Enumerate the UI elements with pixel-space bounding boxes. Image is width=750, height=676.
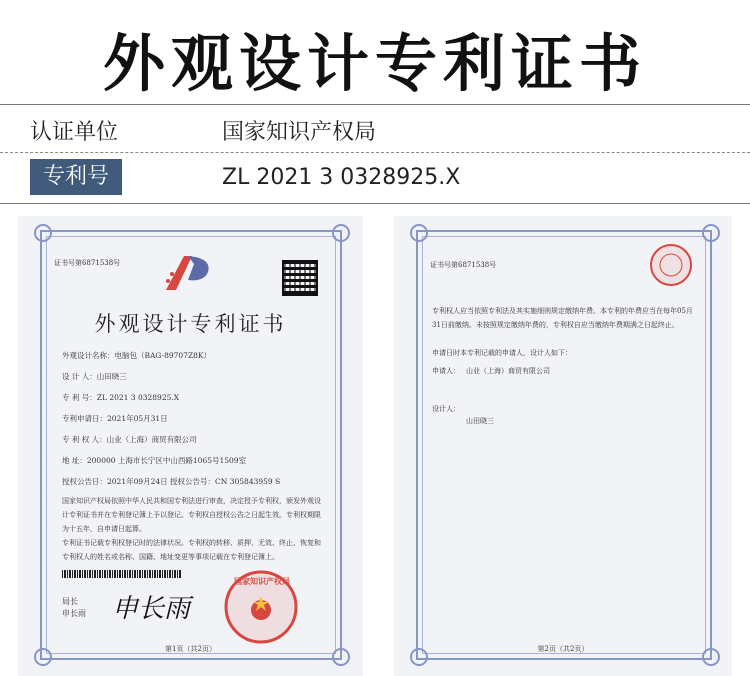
page1-cert-title: 外观设计专利证书: [94, 312, 287, 336]
page2-footer: 第2页（共2页）: [537, 645, 589, 653]
field-patentee: 专 利 权 人：山业（上海）商贸有限公司: [62, 435, 197, 444]
certificate-page-1: [18, 216, 363, 676]
patent-no-value: ZL 2021 3 0328925.X: [222, 165, 461, 190]
page1-paragraph-1: 国家知识产权局依照中华人民共和国专利法进行审查，决定授予专利权，颁发外观设计专利证书并在专利登记簿上予以登记。专利权自授权公告之日起生效。专利权期限为十五年，自申请日起算。: [62, 497, 321, 533]
divider-bottom: [0, 203, 750, 204]
divider-middle: [0, 152, 750, 153]
qr-code-icon: [282, 260, 318, 296]
field-address: 地 址：200000 上海市长宁区中山西路1065号1509室: [62, 456, 247, 465]
patent-office-logo-icon: [158, 250, 216, 294]
page2-change-title: 申请日时本专利记载的申请人，设计人如下：: [432, 349, 572, 357]
page2-applicant-label: 申请人：: [432, 367, 460, 375]
page2-cert-no: 证书号第6871538号: [430, 261, 497, 269]
page-title: 外观设计专利证书: [102, 27, 647, 100]
patent-no-label: 专利号: [30, 159, 122, 195]
field-grant-date: 授权公告日：2021年09月24日 授权公告号：CN 305843959 S: [62, 477, 281, 486]
page2-designer: 山田晓三: [466, 417, 494, 425]
corner-ornament-icon: [410, 224, 428, 242]
page1-paragraph-2: 专利证书记载专利权登记时的法律状况。专利权的转移、质押、无效、终止、恢复和专利权人的姓名或名称、国籍、地址变更等事项记载在专利登记簿上。: [62, 539, 321, 561]
page1-footer: 第1页（共2页）: [165, 645, 216, 653]
field-designer: 设 计 人：山田晓三: [62, 372, 127, 381]
seal-text: 国家知识产权局: [234, 576, 290, 586]
page2-paragraph: 专利权人应当依照专利法及其实施细则规定缴纳年费。本专利的年费应当在每年05月31日前缴纳。未按照规定缴纳年费的，专利权自应当缴纳年费期满之日起终止。: [432, 307, 693, 329]
info-row-patent-no: [0, 157, 750, 197]
director-signature: 申长雨: [112, 594, 191, 624]
sig-title-name: 申长雨: [62, 609, 86, 618]
authority-label: 认证单位: [30, 120, 119, 145]
field-filing-date: 专利申请日：2021年05月31日: [62, 414, 168, 423]
page2-frame-inner: [422, 236, 706, 654]
certificate-page-2: [394, 216, 732, 676]
corner-ornament-icon: [332, 224, 350, 242]
sig-title-director: 局长: [62, 597, 78, 606]
small-seal-icon: [648, 242, 694, 288]
barcode-icon: [62, 570, 182, 578]
corner-ornament-icon: [702, 224, 720, 242]
page2-designer-label: 设计人：: [432, 405, 460, 413]
info-row-authority: [0, 109, 750, 149]
corner-ornament-icon: [34, 224, 52, 242]
page1-cert-no: 证书号第6871538号: [54, 259, 121, 267]
field-patent-no: 专 利 号：ZL 2021 3 0328925.X: [62, 393, 180, 402]
page2-applicant: 山业（上海）商贸有限公司: [466, 367, 550, 375]
field-design-name: 外观设计名称：电脑包（BAG-89707Z8K）: [62, 351, 212, 360]
divider-top: [0, 104, 750, 105]
authority-value: 国家知识产权局: [222, 120, 377, 145]
